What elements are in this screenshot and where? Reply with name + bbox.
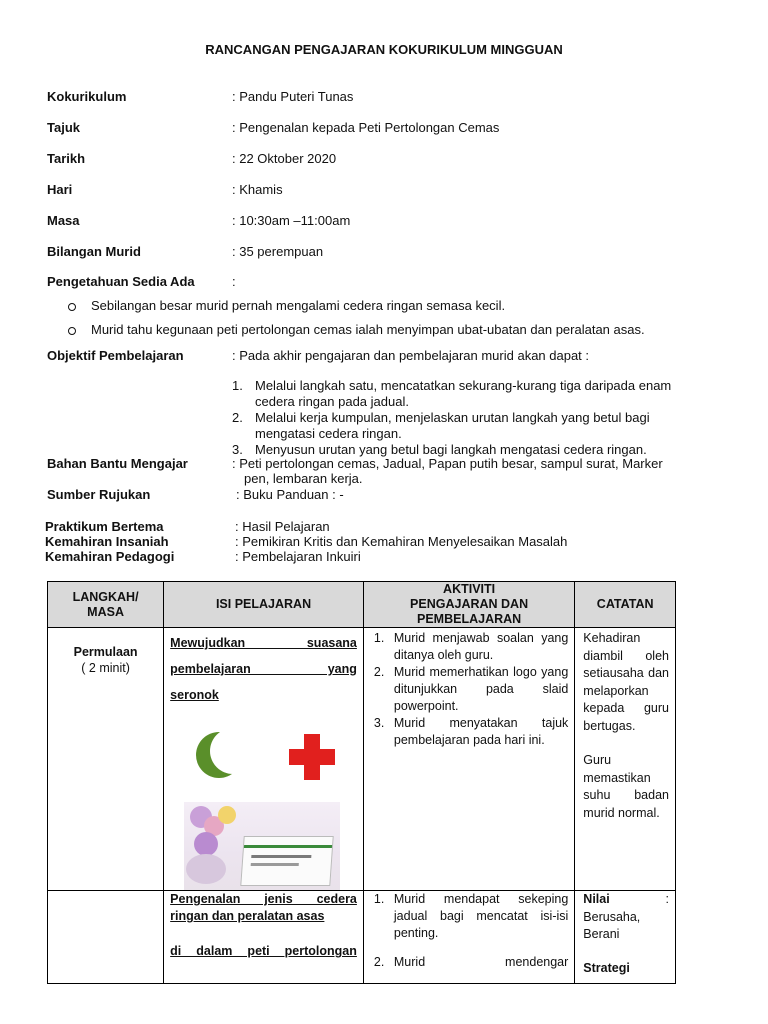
list-text: Melalui kerja kumpulan, menjelaskan urutan langkah yang betul bagi xyxy=(255,410,650,425)
table-row xyxy=(48,891,676,984)
bullet-text: Murid tahu kegunaan peti pertolongan cemas ialah menyimpan ubat-ubatan dan peralatan asas. xyxy=(91,322,645,337)
field-value: pen, lembaran kerja. xyxy=(244,471,363,486)
field-value: : Pembelajaran Inkuiri xyxy=(235,549,361,564)
first-aid-box xyxy=(240,836,333,886)
document-title: RANCANGAN PENGAJARAN KOKURIKULUM MINGGUAN xyxy=(205,42,563,57)
field-label: Sumber Rujukan xyxy=(47,487,151,502)
box-stripe xyxy=(244,845,332,848)
field-value: : Pemikiran Kritis dan Kemahiran Menyelesaikan Masalah xyxy=(235,534,568,549)
field-label: Kemahiran Pedagogi xyxy=(45,549,175,564)
list-item xyxy=(68,298,505,313)
list-number: 2. xyxy=(373,955,385,969)
list-item xyxy=(232,378,712,410)
field-value: : 10:30am –11:00am xyxy=(232,213,351,228)
content-text: seronok xyxy=(170,688,219,702)
table-header-row xyxy=(48,582,676,628)
field-value: : 22 Oktober 2020 xyxy=(232,151,337,166)
activity-cell xyxy=(363,891,574,984)
bullet-text: Sebilangan besar murid pernah mengalami cedera ringan semasa kecil. xyxy=(91,298,506,313)
field-value: : Pandu Puteri Tunas xyxy=(232,89,354,104)
list-item xyxy=(368,715,568,749)
step-time: ( 2 minit) xyxy=(81,661,130,675)
nilai-label: Nilai xyxy=(583,892,610,906)
header-langkah xyxy=(48,582,164,628)
field-value: : Khamis xyxy=(232,182,283,197)
flower-shape xyxy=(186,854,226,884)
field-value: : Pengenalan kepada Peti Pertolongan Cemas xyxy=(232,120,500,135)
list-text: Murid menjawab soalan yang ditanya oleh guru. xyxy=(393,631,569,662)
header-text: LANGKAH/ xyxy=(72,589,139,604)
notes-cell xyxy=(575,891,676,984)
list-item xyxy=(68,322,645,337)
list-number: 3. xyxy=(373,716,385,730)
list-text: Menyusun urutan yang betul bagi langkah mengatasi cedera ringan. xyxy=(255,442,647,457)
strategi-label: Strategi xyxy=(583,960,630,975)
list-item xyxy=(368,664,568,715)
field-label: Kokurikulum xyxy=(47,89,127,104)
box-text-line xyxy=(251,855,311,858)
header-text: AKTIVITI xyxy=(443,582,496,596)
nilai-colon: : xyxy=(665,892,669,906)
lesson-table xyxy=(47,581,676,984)
nilai-value: Berusaha, Berani xyxy=(583,909,641,941)
list-text: Murid menyatakan tajuk pembelajaran pada hari ini. xyxy=(393,716,569,747)
field-value: : Buku Panduan : - xyxy=(236,487,344,502)
content-text: pembelajaran yang xyxy=(170,662,357,676)
list-number: 1. xyxy=(373,631,385,645)
list-number: 2. xyxy=(232,410,243,425)
field-label: Hari xyxy=(47,182,73,197)
list-text: Melalui langkah satu, mencatatkan sekurang-kurang tiga daripada enam xyxy=(255,378,672,393)
field-label: Praktikum Bertema xyxy=(45,519,164,534)
box-text-line xyxy=(251,863,299,866)
field-value: : xyxy=(232,274,236,289)
field-label: Objektif Pembelajaran xyxy=(47,348,184,363)
step-cell xyxy=(48,891,164,984)
list-item xyxy=(368,891,568,942)
logo-image xyxy=(170,718,357,800)
header-text: PEMBELAJARAN xyxy=(417,612,522,626)
field-label: Tajuk xyxy=(47,120,80,135)
field-value: : Hasil Pelajaran xyxy=(235,519,330,534)
field-label: Pengetahuan Sedia Ada xyxy=(47,274,195,289)
notes-text: Kehadiran diambil oleh setiausaha dan melaporkan kepada guru bertugas. xyxy=(583,631,669,733)
list-text: Murid mendapat sekeping jadual bagi mencatat isi-isi penting. xyxy=(393,892,569,940)
list-item xyxy=(232,410,712,442)
field-label: Bilangan Murid xyxy=(47,244,141,259)
list-item xyxy=(368,630,568,664)
field-value: : Pada akhir pengajaran dan pembelajaran murid akan dapat : xyxy=(232,348,590,363)
nilai-line xyxy=(583,891,669,909)
list-text: Murid mendengar xyxy=(393,955,569,969)
field-value: : Peti pertolongan cemas, Jadual, Papan putih besar, sampul surat, Marker xyxy=(232,456,663,471)
list-item xyxy=(368,954,568,971)
header-isi: ISI PELAJARAN xyxy=(164,582,364,628)
field-label: Bahan Bantu Mengajar xyxy=(47,456,188,471)
list-number: 3. xyxy=(232,442,243,457)
content-text: ringan dan peralatan asas xyxy=(170,909,325,923)
activity-cell xyxy=(363,628,574,891)
bullet-icon xyxy=(68,303,76,311)
content-text: Pengenalan jenis cedera xyxy=(170,892,357,906)
content-text: di dalam peti pertolongan xyxy=(170,944,357,958)
list-text: mengatasi cedera ringan. xyxy=(255,426,402,441)
objective-list xyxy=(232,378,712,458)
list-text: Murid memerhatikan logo yang ditunjukkan pada slaid powerpoint. xyxy=(393,665,569,713)
list-number: 1. xyxy=(373,892,385,906)
crescent-logo-icon xyxy=(196,732,242,778)
field-label: Kemahiran Insaniah xyxy=(45,534,169,549)
header-aktiviti xyxy=(363,582,574,628)
step-name: Permulaan xyxy=(73,645,138,659)
first-aid-kit-photo xyxy=(184,802,340,890)
notes-cell xyxy=(575,628,676,891)
header-text: PENGAJARAN DAN xyxy=(410,597,529,611)
flower-shape xyxy=(194,832,218,856)
list-number: 1. xyxy=(232,378,243,393)
header-text: MASA xyxy=(87,604,124,619)
table-row xyxy=(48,628,676,891)
list-text: cedera ringan pada jadual. xyxy=(255,394,409,409)
field-label: Masa xyxy=(47,213,80,228)
field-value: : 35 perempuan xyxy=(232,244,324,259)
list-number: 2. xyxy=(373,665,385,679)
red-cross-logo-icon-bar xyxy=(289,749,335,765)
step-cell xyxy=(48,628,164,891)
field-label: Tarikh xyxy=(47,151,86,166)
notes-text: Guru memastikan suhu badan murid normal. xyxy=(583,753,669,820)
flower-shape xyxy=(218,806,236,824)
bullet-icon xyxy=(68,327,76,335)
content-cell xyxy=(164,628,364,891)
header-catatan: CATATAN xyxy=(575,582,676,628)
content-cell xyxy=(164,891,364,984)
content-text: Mewujudkan suasana xyxy=(170,636,357,650)
